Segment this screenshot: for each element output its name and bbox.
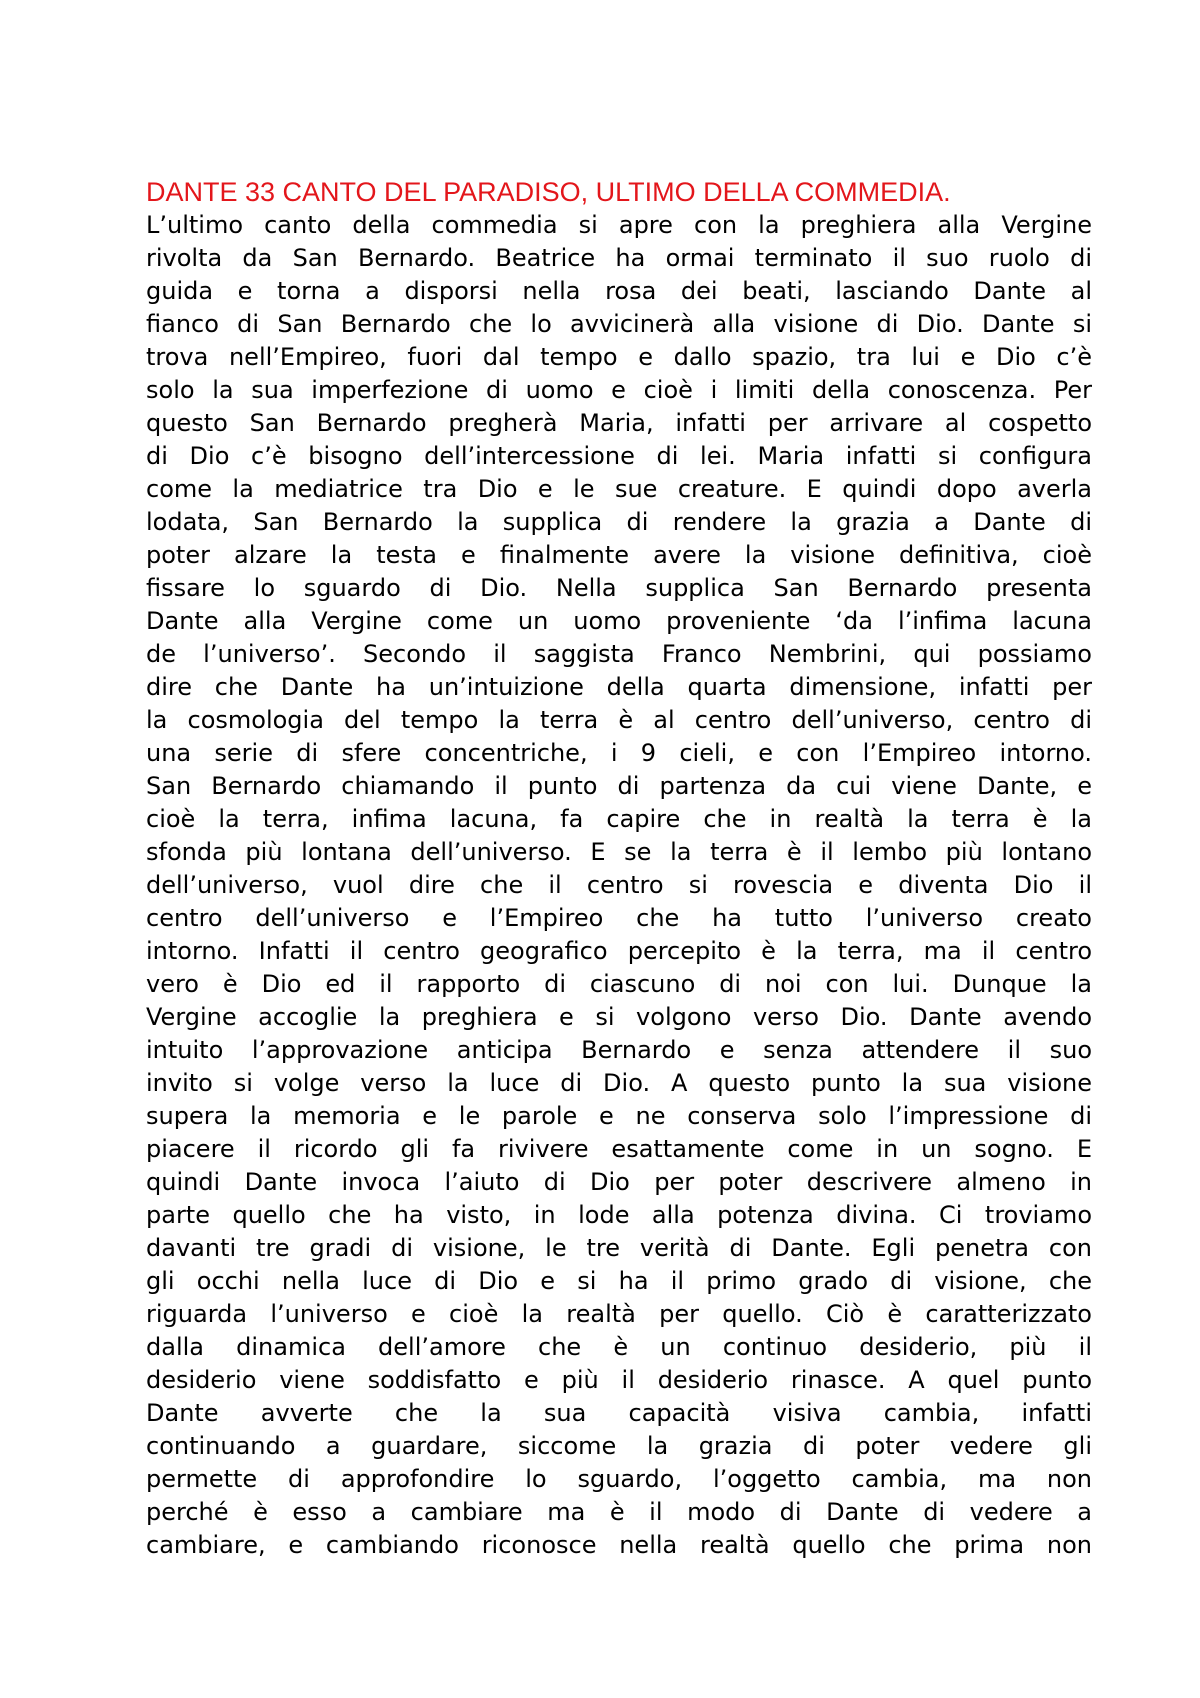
body-line: cioè la terra, infima lacuna, fa capire che in realtà la terra è la xyxy=(146,805,1092,833)
body-line: fissare lo sguardo di Dio. Nella supplica San Bernardo presenta xyxy=(146,574,1092,602)
body-line: intorno. Infatti il centro geografico percepito è la terra, ma il centro xyxy=(146,937,1092,965)
body-line: dell’universo, vuol dire che il centro si rovescia e diventa Dio il xyxy=(146,871,1092,899)
body-line: guida e torna a disporsi nella rosa dei beati, lasciando Dante al xyxy=(146,277,1092,305)
body-line: questo San Bernardo pregherà Maria, infatti per arrivare al cospetto xyxy=(146,409,1092,437)
body-line: intuito l’approvazione anticipa Bernardo e senza attendere il suo xyxy=(146,1036,1092,1064)
body-line: Dante avverte che la sua capacità visiva cambia, infatti xyxy=(146,1399,1092,1427)
body-line: rivolta da San Bernardo. Beatrice ha ormai terminato il suo ruolo di xyxy=(146,244,1092,272)
body-line: Vergine accoglie la preghiera e si volgono verso Dio. Dante avendo xyxy=(146,1003,1092,1031)
body-line: lodata, San Bernardo la supplica di rendere la grazia a Dante di xyxy=(146,508,1092,536)
body-line: desiderio viene soddisfatto e più il desiderio rinasce. A quel punto xyxy=(146,1366,1092,1394)
body-line: supera la memoria e le parole e ne conserva solo l’impressione di xyxy=(146,1102,1092,1130)
body-line: cambiare, e cambiando riconosce nella realtà quello che prima non xyxy=(146,1531,1092,1559)
body-line: poter alzare la testa e finalmente avere la visione definitiva, cioè xyxy=(146,541,1092,569)
body-line: centro dell’universo e l’Empireo che ha tutto l’universo creato xyxy=(146,904,1092,932)
body-line: dire che Dante ha un’intuizione della quarta dimensione, infatti per xyxy=(146,673,1092,701)
body-line: la cosmologia del tempo la terra è al centro dell’universo, centro di xyxy=(146,706,1092,734)
body-line: trova nell’Empireo, fuori dal tempo e dallo spazio, tra lui e Dio c’è xyxy=(146,343,1092,371)
body-line: solo la sua imperfezione di uomo e cioè i limiti della conoscenza. Per xyxy=(146,376,1092,404)
body-line: L’ultimo canto della commedia si apre con la preghiera alla Vergine xyxy=(146,211,1092,239)
body-line: davanti tre gradi di visione, le tre verità di Dante. Egli penetra con xyxy=(146,1234,1092,1262)
body-line: permette di approfondire lo sguardo, l’oggetto cambia, ma non xyxy=(146,1465,1092,1493)
body-line: dalla dinamica dell’amore che è un continuo desiderio, più il xyxy=(146,1333,1092,1361)
body-line: de l’universo’. Secondo il saggista Franco Nembrini, qui possiamo xyxy=(146,640,1092,668)
body-line: vero è Dio ed il rapporto di ciascuno di noi con lui. Dunque la xyxy=(146,970,1092,998)
body-line: fianco di San Bernardo che lo avvicinerà alla visione di Dio. Dante si xyxy=(146,310,1092,338)
body-line: San Bernardo chiamando il punto di partenza da cui viene Dante, e xyxy=(146,772,1092,800)
body-line: Dante alla Vergine come un uomo proveniente ‘da l’infima lacuna xyxy=(146,607,1092,635)
body-line: piacere il ricordo gli fa rivivere esattamente come in un sogno. E xyxy=(146,1135,1092,1163)
body-line: perché è esso a cambiare ma è il modo di Dante di vedere a xyxy=(146,1498,1092,1526)
body-line: di Dio c’è bisogno dell’intercessione di lei. Maria infatti si configura xyxy=(146,442,1092,470)
body-line: quindi Dante invoca l’aiuto di Dio per poter descrivere almeno in xyxy=(146,1168,1092,1196)
body-line: riguarda l’universo e cioè la realtà per quello. Ciò è caratterizzato xyxy=(146,1300,1092,1328)
body-line: invito si volge verso la luce di Dio. A questo punto la sua visione xyxy=(146,1069,1092,1097)
body-line: una serie di sfere concentriche, i 9 cieli, e con l’Empireo intorno. xyxy=(146,739,1092,767)
body-line: parte quello che ha visto, in lode alla potenza divina. Ci troviamo xyxy=(146,1201,1092,1229)
body-line: come la mediatrice tra Dio e le sue creature. E quindi dopo averla xyxy=(146,475,1092,503)
body-line: gli occhi nella luce di Dio e si ha il primo grado di visione, che xyxy=(146,1267,1092,1295)
body-line: sfonda più lontana dell’universo. E se la terra è il lembo più lontano xyxy=(146,838,1092,866)
document-body xyxy=(146,209,1092,1562)
document-heading: DANTE 33 CANTO DEL PARADISO, ULTIMO DELLA COMMEDIA. xyxy=(146,177,951,207)
body-line: continuando a guardare, siccome la grazia di poter vedere gli xyxy=(146,1432,1092,1460)
